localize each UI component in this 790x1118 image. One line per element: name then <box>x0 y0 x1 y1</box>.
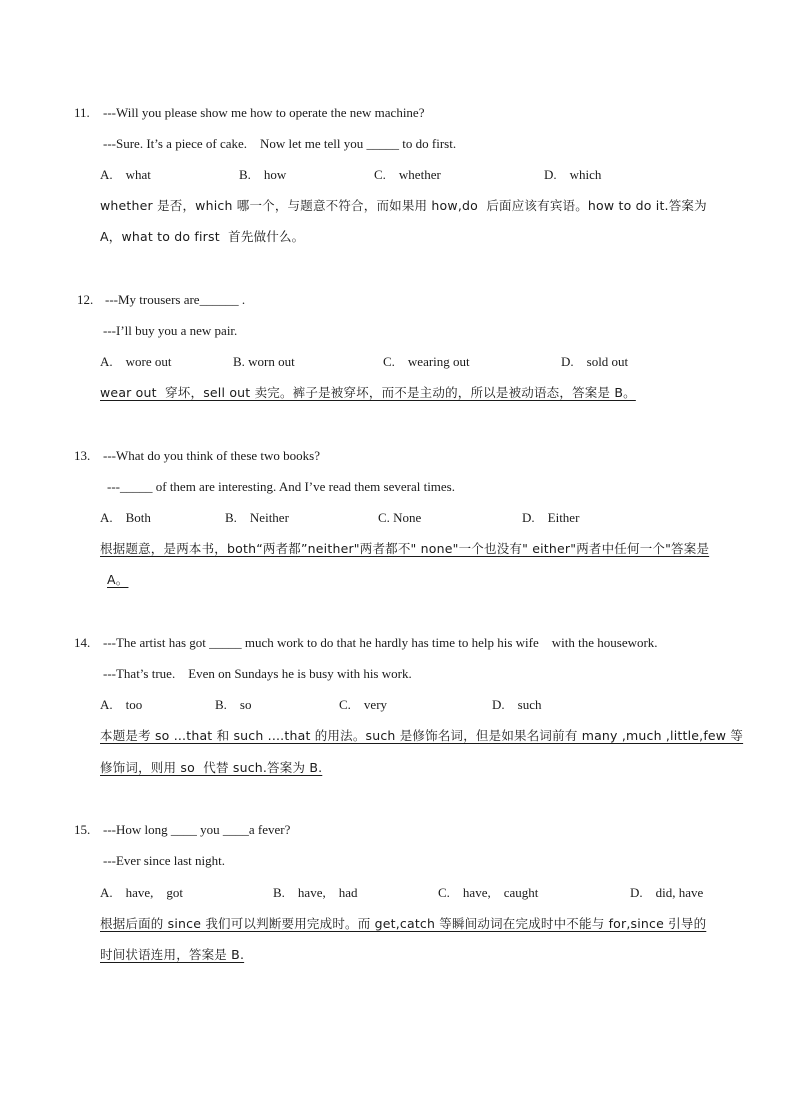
question-number: 11. <box>74 105 90 120</box>
option-d: D. which <box>544 167 602 182</box>
dialog-line: ---Ever since last night. <box>103 853 226 868</box>
option-b: B. so <box>215 697 252 712</box>
question-number: 12. <box>77 292 94 307</box>
explanation-line: 根据后面的 since 我们可以判断要用完成时。而 get,catch 等瞬间动词在完成时中不能与 for,since 引导的 <box>100 916 707 931</box>
option-a: A. too <box>100 697 143 712</box>
explanation-line: 时间状语连用，答案是 B. <box>100 947 245 962</box>
option-a: A. have, got <box>100 885 184 900</box>
option-d: D. Either <box>522 510 580 525</box>
dialog-line: ---The artist has got _____ much work to do that he hardly has time to help his wife with the housework. <box>103 635 658 650</box>
dialog-line: ---That’s true. Even on Sundays he is busy with his work. <box>103 666 412 681</box>
explanation-line: A。 <box>107 572 129 587</box>
option-b: B. worn out <box>233 354 295 369</box>
option-d: D. sold out <box>561 354 629 369</box>
option-c: C. None <box>378 510 422 525</box>
question-number: 15. <box>74 822 91 837</box>
dialog-line: ---Will you please show me how to operate the new machine? <box>103 105 425 120</box>
explanation-line: wear out 穿坏，sell out 卖完。裤子是被穿坏，而不是主动的，所以是被动语态，答案是 B。 <box>100 385 636 400</box>
dialog-line: ---My trousers are______ . <box>105 292 246 307</box>
explanation-line: A，what to do first 首先做什么。 <box>100 229 305 244</box>
option-c: C. whether <box>374 167 441 182</box>
dialog-line: ---How long ____ you ____a fever? <box>103 822 291 837</box>
option-c: C. wearing out <box>383 354 470 369</box>
option-b: B. have, had <box>273 885 358 900</box>
option-a: A. what <box>100 167 151 182</box>
option-b: B. how <box>239 167 287 182</box>
option-d: D. such <box>492 697 542 712</box>
dialog-line: ---I’ll buy you a new pair. <box>103 323 238 338</box>
option-c: C. very <box>339 697 388 712</box>
option-d: D. did, have <box>630 885 704 900</box>
dialog-line: ---_____ of them are interesting. And I’ve read them several times. <box>107 479 455 494</box>
option-c: C. have, caught <box>438 885 539 900</box>
explanation-line: whether 是否，which 哪一个，与题意不符合，而如果用 how,do 后面应该有宾语。how to do it.答案为 <box>100 198 707 213</box>
explanation-line: 修饰词，则用 so 代替 such.答案为 B. <box>100 760 323 775</box>
question-number: 14. <box>74 635 91 650</box>
option-a: A. Both <box>100 510 151 525</box>
explanation-line: 根据题意，是两本书，both“两者都”neither"两者都不" none"一个也没有" either"两者中任何一个"答案是 <box>100 541 710 556</box>
option-a: A. wore out <box>100 354 172 369</box>
explanation-line: 本题是考 so ...that 和 such ....that 的用法。such 是修饰名词，但是如果名词前有 many ,much ,little,few 等 <box>100 728 744 743</box>
question-number: 13. <box>74 448 91 463</box>
option-b: B. Neither <box>225 510 289 525</box>
dialog-line: ---Sure. It’s a piece of cake. Now let me tell you _____ to do first. <box>103 136 457 151</box>
dialog-line: ---What do you think of these two books? <box>103 448 320 463</box>
